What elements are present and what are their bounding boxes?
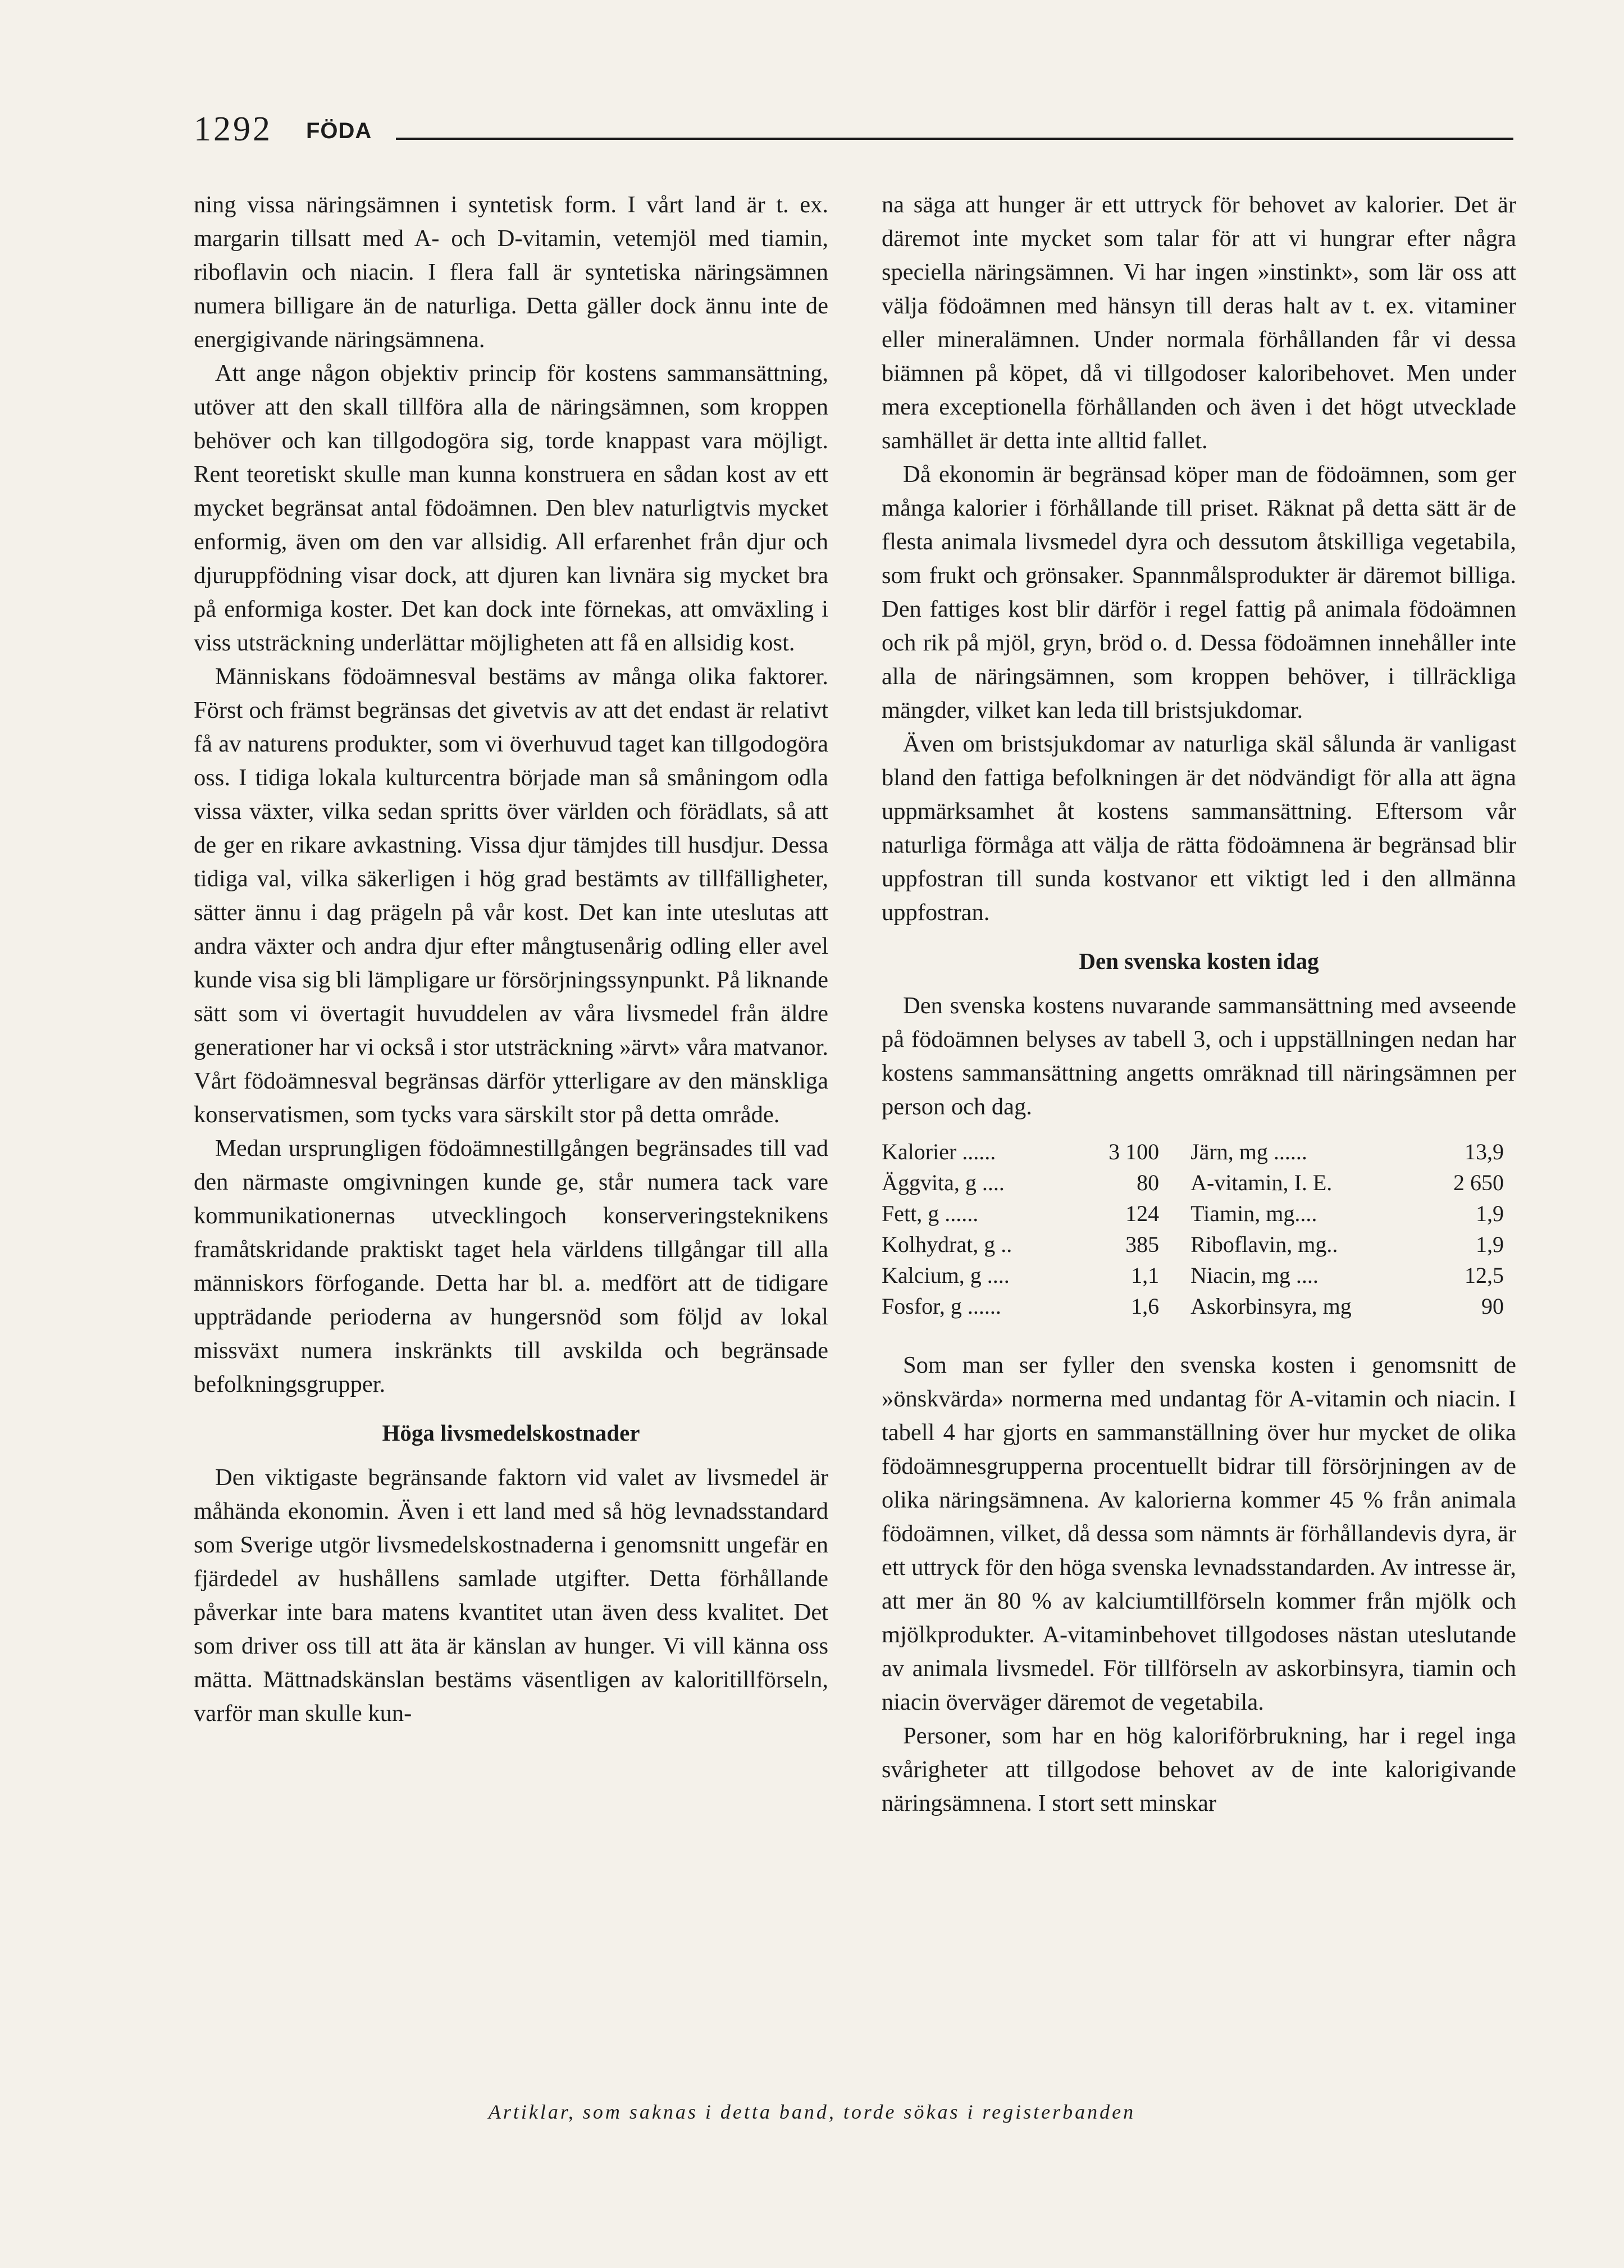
nutrient-table bbox=[882, 1136, 1516, 1322]
table-row bbox=[882, 1167, 1516, 1198]
header-rule bbox=[396, 138, 1513, 140]
table-row bbox=[882, 1260, 1516, 1291]
nutrient-value: 1,1 bbox=[1131, 1263, 1160, 1288]
paragraph: Den viktigaste begränsande faktorn vid valet av livsmedel är måhända ekonomin. Även i ett land med så hög levnadsstandard som Sverige utgör livsmedelskostnaderna i genomsnitt ungefär en fjärdedel av hushållens samlade utgifter. Detta förhållande påverkar inte bara matens kvantitet utan även dess kvalitet. Det som driver oss till att äta är känslan av hunger. Vi vill känna oss mätta. Mättnadskänslan bestäms väsentligen av kaloritillförseln, varför man skulle kun- bbox=[194, 1464, 828, 1727]
nutrient-value: 13,9 bbox=[1465, 1139, 1504, 1164]
page-number: 1292 bbox=[194, 110, 272, 148]
paragraph: Då ekonomin är begränsad köper man de födoämnen, som ger många kalorier i förhållande till priset. Räknat på detta sätt är de flesta animala livsmedel dyra och dessutom åtskilliga vegetabila, som frukt och grönsaker. Spannmålsprodukter är däremot billiga. Den fattiges kost blir därför i regel fattig på animala födoämnen och rik på mjöl, gryn, bröd o. d. Dessa födoämnen innehåller inte alla de näringsämnen, som kroppen behöver, i tillräckliga mängder, vilket kan leda till bristsjukdomar. bbox=[882, 461, 1516, 723]
nutrient-value: 80 bbox=[1137, 1170, 1160, 1195]
nutrient-label: Fosfor, g ...... bbox=[882, 1294, 1001, 1319]
table-row bbox=[882, 1136, 1516, 1167]
nutrient-value: 3 100 bbox=[1108, 1139, 1160, 1164]
paragraph: Den svenska kostens nuvarande sammansättning med avseende på födoämnen belyses av tabell 3, och i uppställningen nedan har kostens sammansättning angetts omräknad till näringsämnen per person och dag. bbox=[882, 992, 1516, 1120]
nutrient-value: 2 650 bbox=[1453, 1170, 1504, 1195]
nutrient-label: A-vitamin, I. E. bbox=[1190, 1170, 1333, 1195]
footer-note: Artiklar, som saknas i detta band, torde sökas i registerbanden bbox=[488, 2101, 1136, 2123]
nutrient-label: Kalorier ...... bbox=[882, 1139, 996, 1164]
paragraph: Att ange någon objektiv princip för kostens sammansättning, utöver att den skall tillföra alla de näringsämnen, som kroppen behöver och kan tillgodogöra sig, torde knappast vara möjligt. Rent teoretiskt skulle man kunna konstruera en sådan kost av ett mycket begränsat antal födoämnen. Den blev naturligtvis mycket enformig, även om den var allsidig. All erfarenhet från djur och djuruppfödning visar dock, att djuren kan livnära sig mycket bra på enformiga koster. Det kan dock inte förnekas, att omväxling i viss utsträckning underlättar möjligheten att få en allsidig kost. bbox=[194, 360, 828, 656]
nutrient-label: Äggvita, g .... bbox=[882, 1170, 1005, 1195]
nutrient-value: 1,9 bbox=[1476, 1232, 1504, 1257]
running-head: FÖDA bbox=[306, 119, 372, 143]
nutrient-label: Kolhydrat, g .. bbox=[882, 1232, 1012, 1257]
nutrient-label: Fett, g ...... bbox=[882, 1201, 979, 1226]
paragraph: Som man ser fyller den svenska kosten i genomsnitt de »önskvärda» normerna med undantag för A-vitamin och niacin. I tabell 4 har gjorts en sammanställning över hur mycket de olika födoämnesgrupperna procentuellt bidrar till försörjningen av de olika näringsämnena. Av kalorierna kommer 45 % från animala födoämnen, vilket, då dessa som nämnts är förhållandevis dyra, är ett uttryck för den höga svenska levnadsstandarden. Av intresse är, att mer än 80 % av kalciumtillförseln kommer från mjölk och mjölkprodukter. A-vitaminbehovet tillgodoses nästan uteslutande av animala livsmedel. För tillförseln av askorbinsyra, tiamin och niacin överväger däremot de vegetabila. bbox=[882, 1352, 1516, 1715]
paragraph: ning vissa näringsämnen i syntetisk form. I vårt land är t. ex. margarin tillsatt med A- och D-vitamin, vetemjöl med tiamin, riboflavin och niacin. I flera fall är syntetiska näringsämnen numera billigare än de naturliga. Detta gäller dock ännu inte de energigivande näringsämnena. bbox=[194, 192, 828, 353]
nutrient-value: 1,9 bbox=[1476, 1201, 1504, 1226]
paragraph: Även om bristsjukdomar av naturliga skäl sålunda är vanligast bland den fattiga befolkningen är det nödvändigt för alla att ägna uppmärksamhet åt kostens sammansättning. Eftersom vår naturliga förmåga att välja de rätta födoämnena är begränsad blir uppfostran till sunda kostvanor ett viktigt led i den allmänna uppfostran. bbox=[882, 731, 1516, 926]
nutrient-value: 385 bbox=[1125, 1232, 1160, 1257]
section-heading: Höga livsmedelskostnader bbox=[382, 1420, 640, 1446]
table-row bbox=[882, 1229, 1516, 1260]
nutrient-label: Kalcium, g .... bbox=[882, 1263, 1010, 1288]
paragraph: Personer, som har en hög kaloriförbrukning, har i regel inga svårigheter att tillgodose behovet av de inte kalorigivande näringsämnena. I stort sett minskar bbox=[882, 1723, 1516, 1816]
nutrient-label: Järn, mg ...... bbox=[1190, 1139, 1307, 1164]
paragraph: Människans födoämnesval bestäms av många olika faktorer. Först och främst begränsas det givetvis av att det endast är relativt få av naturens produkter, som vi överhuvud taget kan tillgodogöra oss. I tidiga lokala kulturcentra började man så småningom odla vissa växter, vilka sedan spritts över världen och förädlats, så att de ger en rikare avkastning. Vissa djur tämjdes till husdjur. Dessa tidiga val, vilka säkerligen i hög grad bestämts av tillfälligheter, sätter ännu i dag prägeln på vår kost. Det kan inte uteslutas att andra växter och andra djur efter mångtusenårig odling eller avel kunde visa sig bli lämpligare ur försörjningssynpunkt. På liknande sätt som vi övertagit huvuddelen av våra livsmedel från äldre generationer har vi också i stor utsträckning »ärvt» våra matvanor. Vårt födoämnesval begränsas därför ytterligare av den mänskliga konservatismen, som tycks vara särskilt stor på detta område. bbox=[194, 663, 828, 1128]
paragraph: na säga att hunger är ett uttryck för behovet av kalorier. Det är däremot inte mycket som talar för att vi hungrar efter några speciella näringsämnen. Vi har ingen »instinkt», som lär oss att välja födoämnen med hänsyn till deras halt av t. ex. vitaminer eller mineralämnen. Under normala förhållanden får vi dessa biämnen på köpet, då vi tillgodoser kaloribehovet. Men under mera exceptionella förhållanden och även i det högt utvecklade samhället är detta inte alltid fallet. bbox=[882, 192, 1516, 454]
paragraph: Medan ursprungligen födoämnestillgången begränsades till vad den närmaste omgivningen kunde ge, står numera tack vare kommunikationernas utvecklingoch konserveringsteknikens framåtskridande praktiskt taget hela världens tillgångar till alla människors förfogande. Detta har bl. a. medfört att de tidigare uppträdande perioderna av hungersnöd som följd av lokal missväxt numera inskränkts till avskilda och begränsade befolkningsgrupper. bbox=[194, 1135, 828, 1397]
nutrient-value: 1,6 bbox=[1131, 1294, 1160, 1319]
nutrient-value: 124 bbox=[1125, 1201, 1160, 1226]
right-column bbox=[882, 188, 1516, 1820]
left-column bbox=[194, 188, 828, 1730]
nutrient-label: Niacin, mg .... bbox=[1190, 1263, 1319, 1288]
nutrient-value: 12,5 bbox=[1465, 1263, 1504, 1288]
nutrient-value: 90 bbox=[1481, 1294, 1504, 1319]
nutrient-label: Riboflavin, mg.. bbox=[1190, 1232, 1338, 1257]
table-row bbox=[882, 1291, 1516, 1322]
page-header bbox=[194, 110, 1513, 149]
table-row bbox=[882, 1198, 1516, 1229]
section-heading: Den svenska kosten idag bbox=[1079, 948, 1319, 974]
nutrient-label: Tiamin, mg.... bbox=[1190, 1201, 1317, 1226]
nutrient-label: Askorbinsyra, mg bbox=[1190, 1294, 1352, 1319]
